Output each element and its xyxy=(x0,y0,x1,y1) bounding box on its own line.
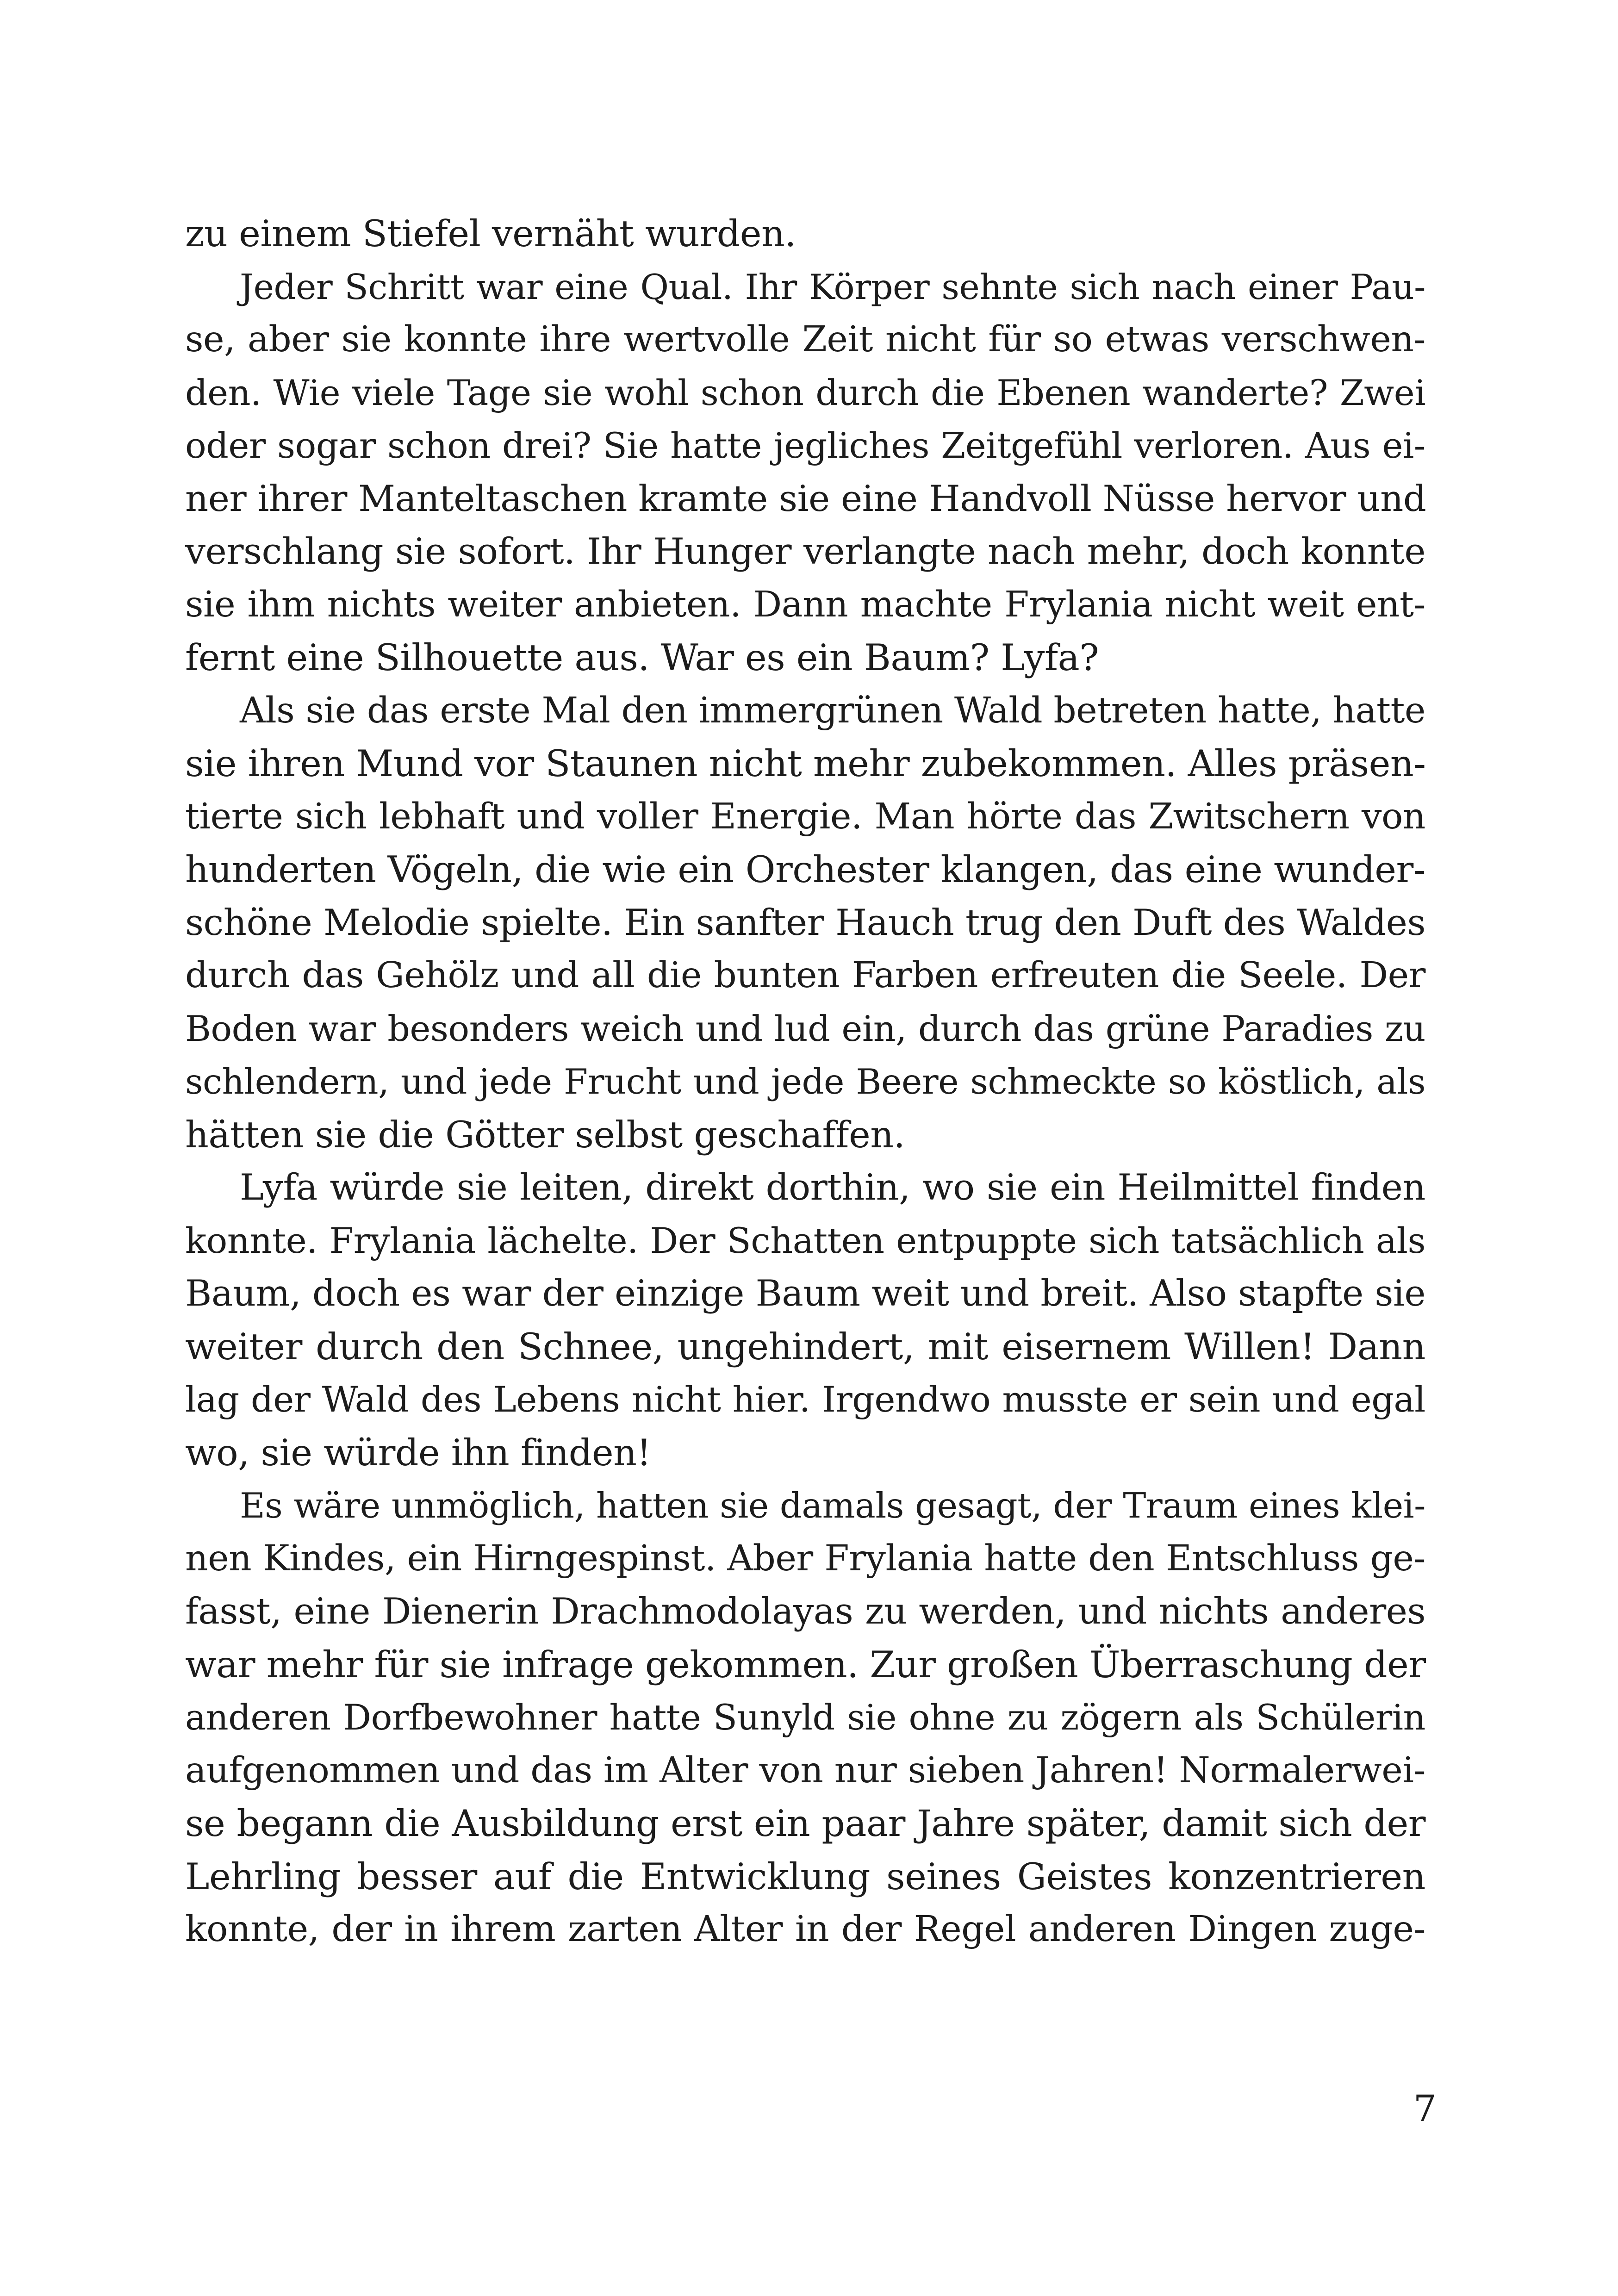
text-line: hätten sie die Götter selbst geschaffen. xyxy=(185,1113,905,1156)
text-line: war mehr für sie infrage gekommen. Zur großen Überraschung der xyxy=(185,1643,1426,1686)
paragraph-first-line: Als sie das erste Mal den immergrünen Wald betreten hatte, hatte xyxy=(240,690,1425,731)
text-line: se begann die Ausbildung erst ein paar Jahre später, damit sich der xyxy=(185,1802,1425,1845)
paragraph-first-line: Es wäre unmöglich, hatten sie damals gesagt, der Traum eines klei- xyxy=(240,1485,1425,1526)
text-line: zu einem Stiefel vernäht wurden. xyxy=(185,212,796,255)
text-line: sie ihm nichts weiter anbieten. Dann machte Frylania nicht weit ent- xyxy=(185,584,1425,625)
text-line: nen Kindes, ein Hirngespinst. Aber Frylania hatte den Entschluss ge- xyxy=(185,1537,1425,1579)
text-line: verschlang sie sofort. Ihr Hunger verlangte nach mehr, doch konnte xyxy=(185,531,1425,572)
text-line: Lehrling besser auf die Entwicklung seines Geistes konzentrieren xyxy=(185,1855,1425,1898)
text-line: hunderten Vögeln, die wie ein Orchester klangen, das eine wunder- xyxy=(185,848,1425,891)
text-line: fasst, eine Dienerin Drachmodolayas zu werden, und nichts anderes xyxy=(185,1591,1425,1632)
text-line: den. Wie viele Tage sie wohl schon durch die Ebenen wanderte? Zwei xyxy=(185,372,1425,413)
text-line: aufgenommen und das im Alter von nur sieben Jahren! Normalerwei- xyxy=(185,1749,1425,1791)
text-line: lag der Wald des Lebens nicht hier. Irgendwo musste er sein und egal xyxy=(185,1379,1425,1420)
text-line: Baum, doch es war der einzige Baum weit und breit. Also stapfte sie xyxy=(185,1273,1425,1314)
text-line: ner ihrer Manteltaschen kramte sie eine Handvoll Nüsse hervor und xyxy=(185,478,1426,520)
text-line: wo, sie würde ihn finden! xyxy=(185,1431,651,1474)
text-line: schlendern, und jede Frucht und jede Beere schmeckte so köstlich, als xyxy=(185,1061,1425,1102)
text-line: weiter durch den Schnee, ungehindert, mit eisernem Willen! Dann xyxy=(185,1325,1425,1368)
text-line: durch das Gehölz und all die bunten Farben erfreuten die Seele. Der xyxy=(185,955,1425,996)
text-line: tierte sich lebhaft und voller Energie. Man hörte das Zwitschern von xyxy=(185,796,1425,837)
text-line: konnte. Frylania lächelte. Der Schatten entpuppte sich tatsächlich als xyxy=(185,1220,1425,1261)
body-text xyxy=(185,207,1425,1956)
text-line: sie ihren Mund vor Staunen nicht mehr zubekommen. Alles präsen- xyxy=(185,742,1426,785)
paragraph-first-line: Jeder Schritt war eine Qual. Ihr Körper sehnte sich nach einer Pau- xyxy=(240,266,1425,307)
text-line: se, aber sie konnte ihre wertvolle Zeit nicht für so etwas verschwen- xyxy=(185,319,1425,360)
page-number: 7 xyxy=(1413,2087,1437,2130)
text-line: konnte, der in ihrem zarten Alter in der Regel anderen Dingen zuge- xyxy=(185,1909,1425,1950)
text-line: fernt eine Silhouette aus. War es ein Baum? Lyfa? xyxy=(185,636,1099,679)
text-line: Boden war besonders weich und lud ein, durch das grüne Paradies zu xyxy=(185,1008,1425,1049)
text-line: schöne Melodie spielte. Ein sanfter Hauch trug den Duft des Waldes xyxy=(185,902,1425,944)
text-line: oder sogar schon drei? Sie hatte jegliches Zeitgefühl verloren. Aus ei- xyxy=(185,425,1425,466)
paragraph-first-line: Lyfa würde sie leiten, direkt dorthin, wo sie ein Heilmittel finden xyxy=(240,1167,1425,1208)
text-line: anderen Dorfbewohner hatte Sunyld sie ohne zu zögern als Schülerin xyxy=(185,1697,1425,1738)
